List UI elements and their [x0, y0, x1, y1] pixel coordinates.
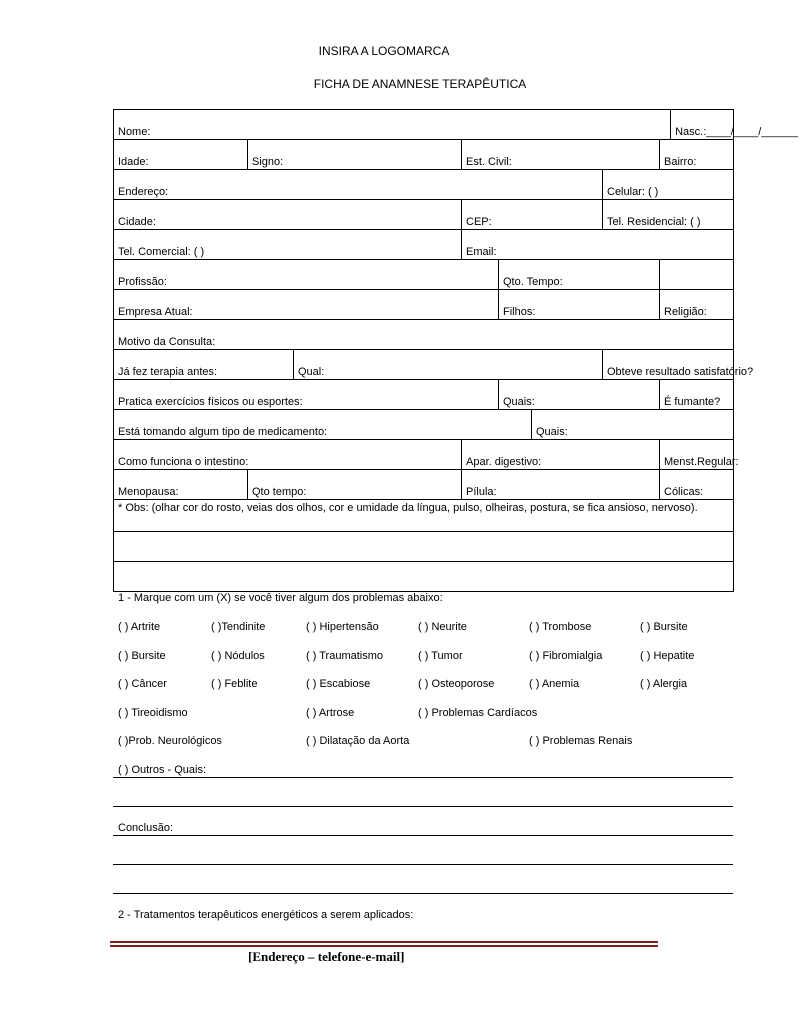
field-religiao[interactable]: Religião: — [660, 290, 734, 320]
checkbox-bursite-2[interactable]: ( ) Bursite — [118, 650, 166, 662]
field-fumante[interactable]: É fumante? — [660, 380, 734, 410]
field-menst-regular[interactable]: Menst.Regular: — [660, 440, 734, 470]
field-exercicios[interactable]: Pratica exercícios físicos ou esportes: — [114, 380, 499, 410]
field-endereco[interactable]: Endereço: — [114, 170, 603, 200]
field-bairro[interactable]: Bairro: — [660, 140, 734, 170]
field-nasc[interactable]: Nasc.:____/____/______ — [671, 110, 734, 140]
checkbox-tireoidismo[interactable]: ( ) Tireoidismo — [118, 707, 188, 719]
field-nome[interactable]: Nome: — [114, 110, 671, 140]
checkbox-cancer[interactable]: ( ) Câncer — [118, 678, 167, 690]
field-cep[interactable]: CEP: — [462, 200, 603, 230]
writing-line[interactable] — [113, 893, 733, 894]
conclusion-label: Conclusão: — [118, 822, 174, 834]
footer-divider — [110, 945, 658, 947]
field-terapia-antes[interactable]: Já fez terapia antes: — [114, 350, 294, 380]
checkbox-artrite[interactable]: ( ) Artrite — [118, 621, 161, 633]
checkbox-problemas-renais[interactable]: ( ) Problemas Renais — [529, 735, 633, 747]
checkbox-trombose[interactable]: ( ) Trombose — [529, 621, 592, 633]
checkbox-fibromialgia[interactable]: ( ) Fibromialgia — [529, 650, 603, 662]
field-tel-comercial[interactable]: Tel. Comercial: ( ) — [114, 230, 462, 260]
field-colicas[interactable]: Cólicas: — [660, 470, 734, 500]
checkbox-artrose[interactable]: ( ) Artrose — [306, 707, 355, 719]
checkbox-neurite[interactable]: ( ) Neurite — [418, 621, 467, 633]
checkbox-traumatismo[interactable]: ( ) Traumatismo — [306, 650, 384, 662]
field-cidade[interactable]: Cidade: — [114, 200, 462, 230]
checkbox-dilatacao-aorta[interactable]: ( ) Dilatação da Aorta — [306, 735, 410, 747]
field-profissao[interactable]: Profissão: — [114, 260, 499, 290]
field-tel-residencial[interactable]: Tel. Residencial: ( ) — [603, 200, 734, 230]
field-empresa-atual[interactable]: Empresa Atual: — [114, 290, 499, 320]
field-apar-digestivo[interactable]: Apar. digestivo: — [462, 440, 660, 470]
checkbox-feblite[interactable]: ( ) Feblite — [211, 678, 258, 690]
logo-placeholder: INSIRA A LOGOMARCA — [318, 44, 450, 58]
field-medicamento[interactable]: Está tomando algum tipo de medicamento: — [114, 410, 532, 440]
anamnesis-form-table — [113, 109, 799, 592]
field-pilula[interactable]: Pílula: — [462, 470, 660, 500]
field-resultado-satisfatorio[interactable]: Obteve resultado satisfatório? — [603, 350, 734, 380]
field-qto-tempo-menopausa[interactable]: Qto tempo: — [248, 470, 462, 500]
field-blank[interactable] — [660, 260, 734, 290]
field-qto-tempo[interactable]: Qto. Tempo: — [499, 260, 660, 290]
section2-title: 2 - Tratamentos terapêuticos energéticos a serem aplicados: — [118, 909, 414, 921]
field-blank-row-2[interactable] — [114, 562, 734, 592]
footer-contact-text: [Endereço – telefone-e-mail] — [248, 949, 405, 964]
field-intestino[interactable]: Como funciona o intestino: — [114, 440, 462, 470]
field-motivo-consulta[interactable]: Motivo da Consulta: — [114, 320, 734, 350]
field-blank-row-1[interactable] — [114, 532, 734, 562]
checkbox-hipertensao[interactable]: ( ) Hipertensão — [306, 621, 379, 633]
checkbox-problemas-cardiacos[interactable]: ( ) Problemas Cardíacos — [418, 707, 538, 719]
writing-line[interactable] — [113, 777, 733, 778]
section1-title: 1 - Marque com um (X) se você tiver algum dos problemas abaixo: — [118, 592, 443, 604]
checkbox-hepatite[interactable]: ( ) Hepatite — [640, 650, 695, 662]
footer-divider — [110, 941, 658, 943]
checkbox-tumor[interactable]: ( ) Tumor — [418, 650, 463, 662]
writing-line[interactable] — [113, 835, 733, 836]
checkbox-escabiose[interactable]: ( ) Escabiose — [306, 678, 371, 690]
checkbox-outros[interactable]: ( ) Outros - Quais: — [118, 764, 207, 776]
checkbox-nodulos[interactable]: ( ) Nódulos — [211, 650, 265, 662]
form-title: FICHA DE ANAMNESE TERAPÊUTICA — [313, 77, 527, 91]
field-quais-medicamento[interactable]: Quais: — [532, 410, 734, 440]
checkbox-anemia[interactable]: ( ) Anemia — [529, 678, 580, 690]
checkbox-osteoporose[interactable]: ( ) Osteoporose — [418, 678, 495, 690]
field-email[interactable]: Email: — [462, 230, 734, 260]
field-celular[interactable]: Celular: ( ) — [603, 170, 734, 200]
checkbox-prob-neurologicos[interactable]: ( )Prob. Neurológicos — [118, 735, 222, 747]
writing-line[interactable] — [113, 806, 733, 807]
field-est-civil[interactable]: Est. Civil: — [462, 140, 660, 170]
field-obs[interactable]: * Obs: (olhar cor do rosto, veias dos olhos, cor e umidade da língua, pulso, olheiras, postura, se fica ansioso, nervoso). — [114, 500, 734, 532]
field-filhos[interactable]: Filhos: — [499, 290, 660, 320]
field-quais-exercicios[interactable]: Quais: — [499, 380, 660, 410]
field-menopausa[interactable]: Menopausa: — [114, 470, 248, 500]
writing-line[interactable] — [113, 864, 733, 865]
checkbox-tendinite[interactable]: ( )Tendinite — [211, 621, 266, 633]
checkbox-alergia[interactable]: ( ) Alergia — [640, 678, 688, 690]
field-qual[interactable]: Qual: — [294, 350, 603, 380]
field-idade[interactable]: Idade: — [114, 140, 248, 170]
field-signo[interactable]: Signo: — [248, 140, 462, 170]
checkbox-bursite-1[interactable]: ( ) Bursite — [640, 621, 688, 633]
